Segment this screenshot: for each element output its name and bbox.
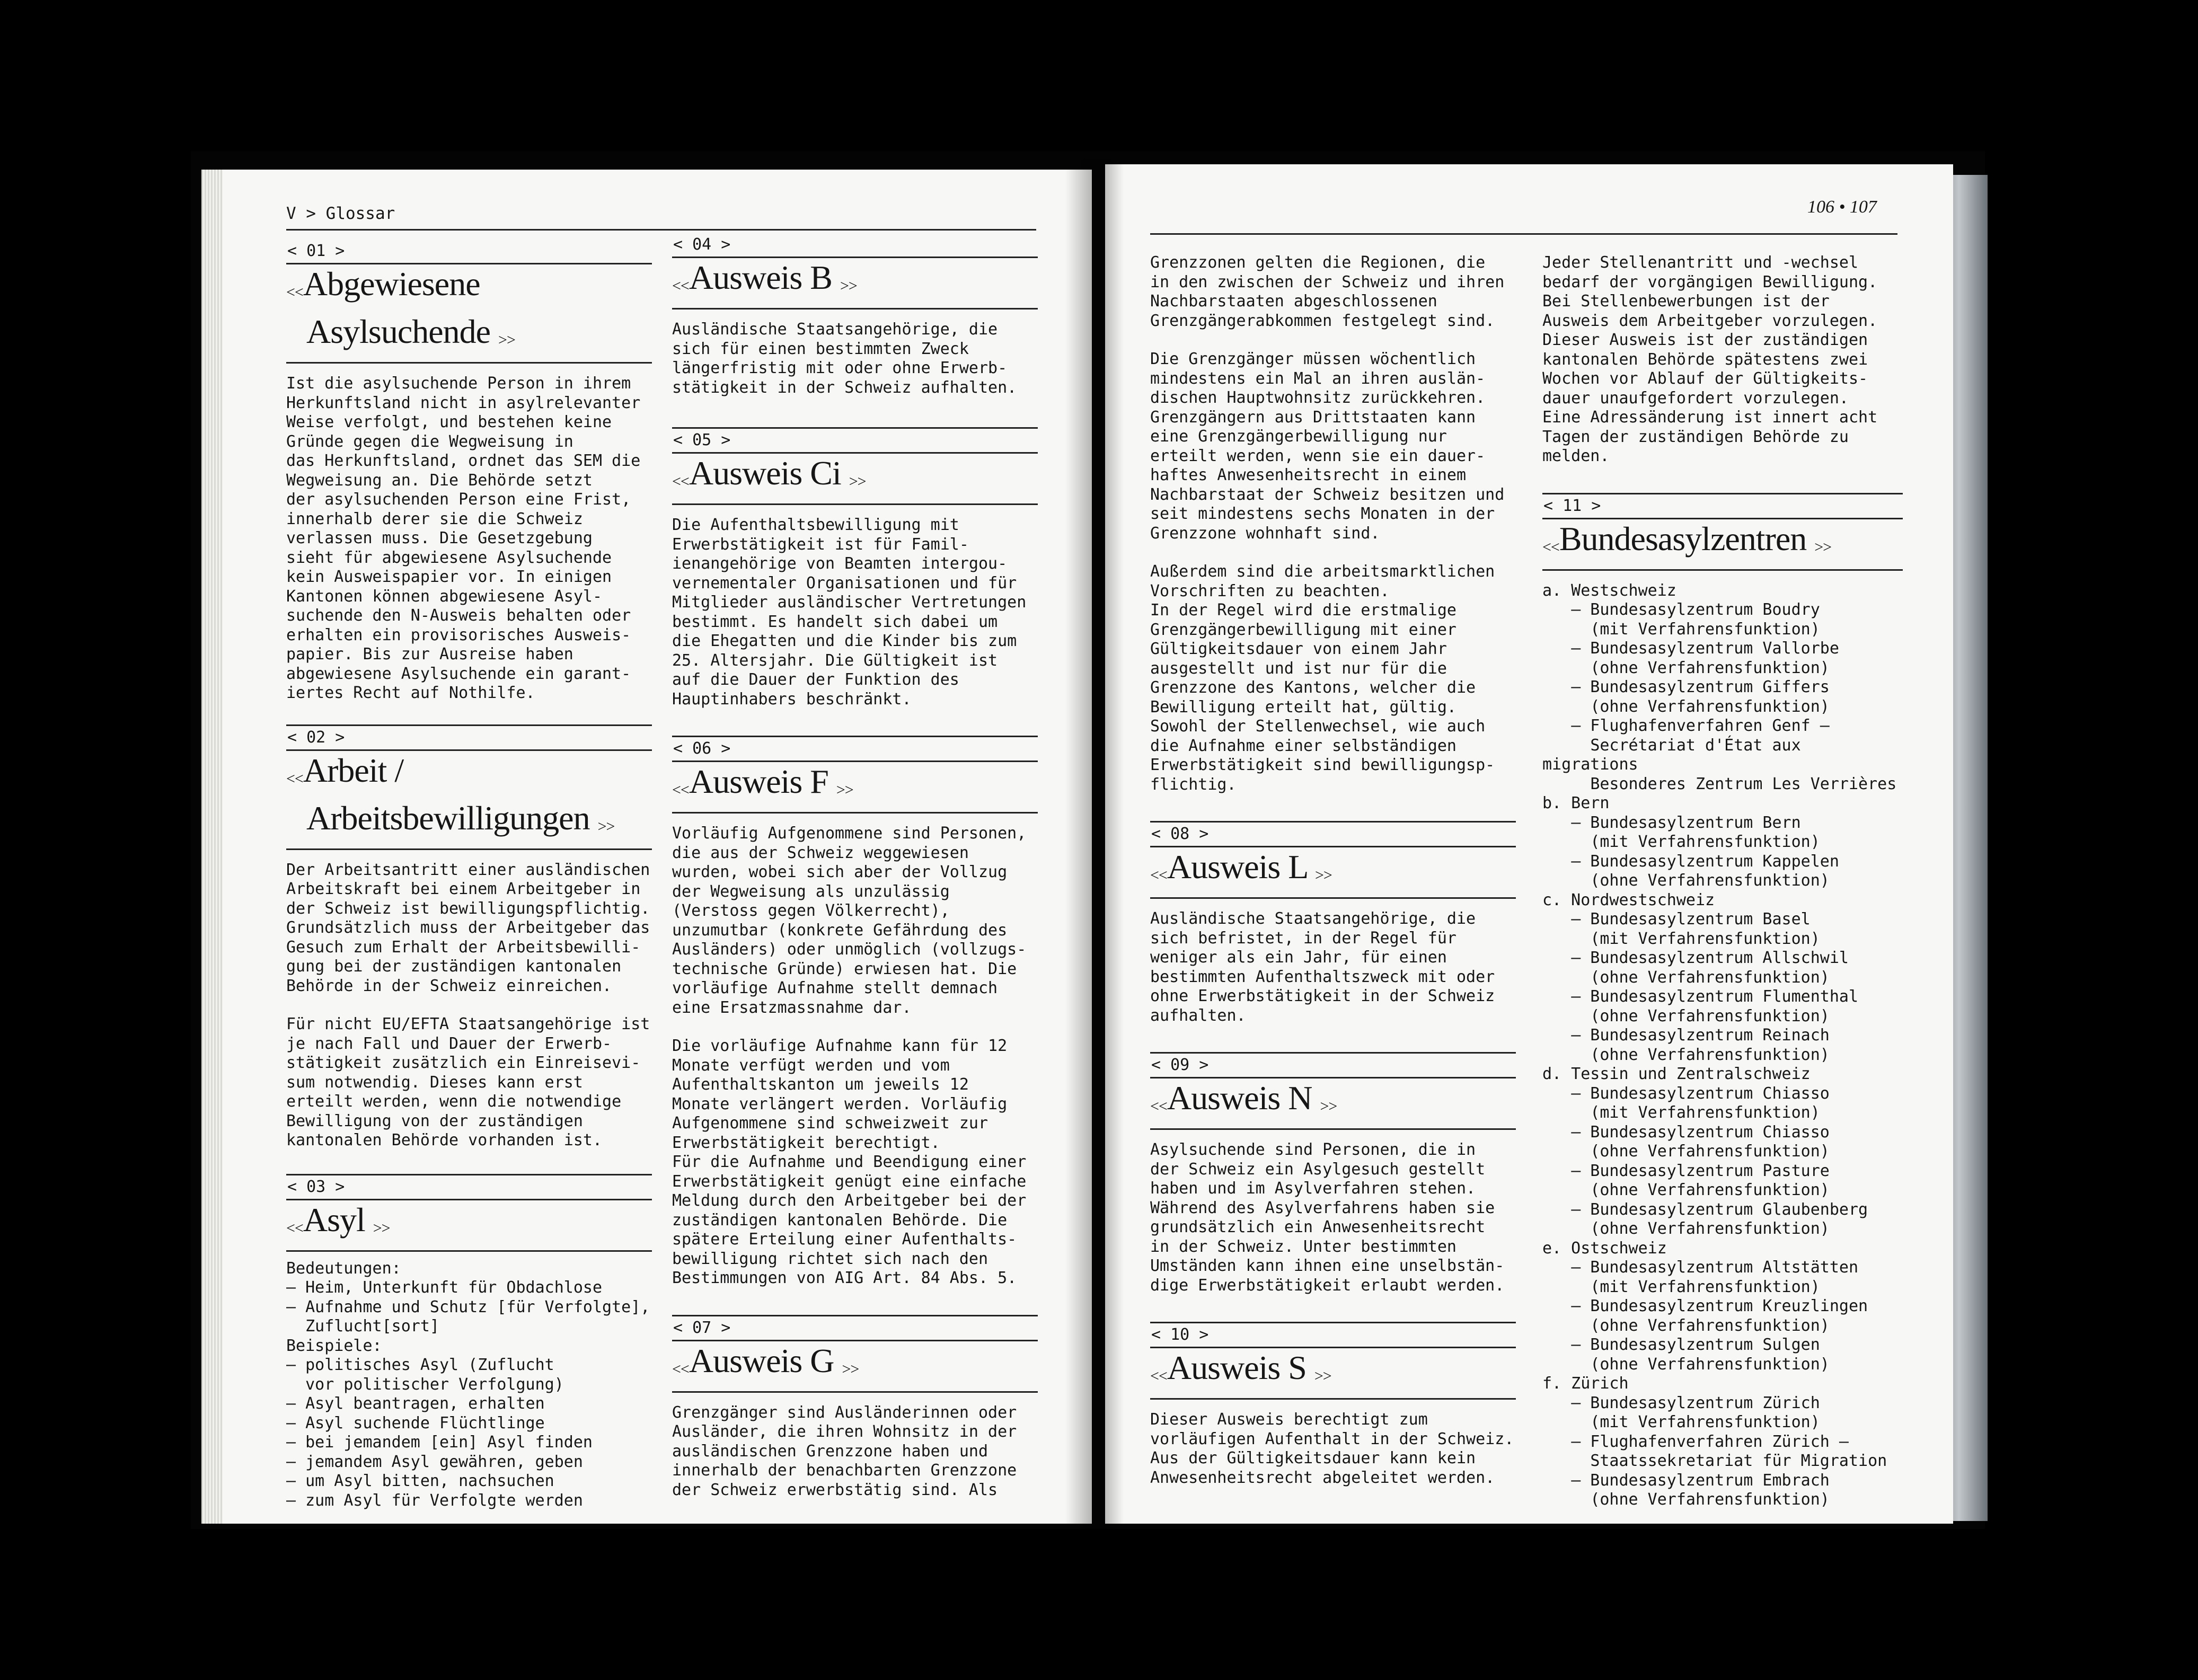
open-guillemet: << (672, 1360, 689, 1378)
open-guillemet: << (1150, 866, 1167, 884)
entry-body: Asylsuchende sind Personen, die in der Schweiz ein Asylgesuch gestellt haben und im Asylverfahren stehen. Während des Asylverfahrens haben sie grundsätzlich ein Anwesenheitsrecht in der Schweiz. Unter bestimmten Umständen kann ihnen eine unselbstän- dige Erwerbstätigkeit erlaubt werden. (1150, 1140, 1505, 1295)
entry-body: Ist die asylsuchende Person in ihrem Herkunftsland nicht in asylrelevanter Weise verfolgt, und bestehen keine Gründe gegen die Wegweisung in das Herkunftsland, ordnet das SEM die Wegweisung an. Die Behörde setzt der asylsuchenden Person eine Frist, innerhalb derer sie die Schweiz verlassen muss. Die Gesetzgebung sieht für abgewiesene Asylsuchende kein Ausweispapier vor. In einigen Kantonen können abgewiesene Asyl- suchende den N-Ausweis behalten oder erhalten ein provisorisches Ausweis- papier. Bis zur Ausreise haben abgewiesene Asylsuchende ein garant- iertes Recht auf Nothilfe. (286, 374, 641, 702)
entry-number: < 06 > (673, 739, 731, 758)
close-guillemet: >> (849, 473, 866, 490)
entry-body: Grenzgänger sind Ausländerinnen oder Ausländer, die ihren Wohnsitz in der ausländischen Grenzzone haben und innerhalb der benachbarten Grenzzone der Schweiz erwerbstätig sind. Als (672, 1403, 1017, 1499)
entry-body-continued: Für nicht EU/EFTA Staatsangehörige ist je nach Fall und Dauer der Erwerb- stätigkeit zusätzlich ein Einreisevi- sum notwendig. Dieses kann erst erteilt werden, wenn die notwendige Bewilligung von der zuständigen kantonalen Behörde vorhanden ist. (286, 1015, 650, 1150)
open-guillemet: << (1150, 1098, 1167, 1115)
continued-text: Grenzzonen gelten die Regionen, die in den zwischen der Schweiz und ihren Nachbarstaaten abgeschlossenen Grenzgängerabkommen festgelegt sind. (1150, 253, 1505, 330)
title-line: Ausweis S (1167, 1349, 1307, 1386)
entry-title (1150, 847, 1516, 895)
entry-number: < 10 > (1151, 1325, 1209, 1344)
close-guillemet: >> (1320, 1098, 1337, 1115)
entry-number: < 07 > (673, 1318, 731, 1337)
open-guillemet: << (1150, 1367, 1167, 1385)
entry-body-continued: Die vorläufige Aufnahme kann für 12 Monate verfügt werden und vom Aufenthaltskanton um jeweils 12 Monate verlängert werden. Vorläufig Aufgenommene sind schweizweit zur Erwerbstätigkeit berechtigt. Für die Aufnahme und Beendigung einer Erwerbstätigkeit genügt eine einfache Meldung durch den Arbeitgeber bei der zuständigen kantonalen Behörde. Die spätere Erteilung einer Aufenthalts- bewilligung richtet sich nach den Bestimmungen von AIG Art. 84 Abs. 5. (672, 1037, 1027, 1287)
open-guillemet: << (672, 277, 689, 295)
entry-title (672, 762, 1038, 810)
title-line: Ausweis N (1167, 1079, 1312, 1117)
entry-body: Ausländische Staatsangehörige, die sich für einen bestimmten Zweck längerfristig mit oder ohne Erwerb- stätigkeit in der Schweiz aufhalten. (672, 320, 1017, 397)
continued-text: Die Grenzgänger müssen wöchentlich mindestens ein Mal an ihren auslän- dischen Hauptwohnsitz zurückkehren. Grenzgängern aus Drittstaaten kann eine Grenzgängerbewilligung nur erteilt werden, wenn sie ein dauer- haftes Anwesenheitsrecht in einem Nachbarstaat der Schweiz besitzen und seit mindestens sechs Monaten in der Grenzzone wohnhaft sind. (1150, 350, 1505, 543)
close-guillemet: >> (498, 331, 515, 349)
title-line: Asyl (303, 1200, 365, 1239)
entry-title (672, 258, 1038, 306)
entry-title (672, 454, 1038, 501)
entry-title (1150, 1078, 1516, 1126)
entry-body: Die Aufenthaltsbewilligung mit Erwerbstätigkeit ist für Famil- ienangehörige von Beamten intergou- vernementaler Organisationen und für Mitglieder ausländischer Vertretungen bestimmt. Es handelt sich dabei um die Ehegatten und die Kinder bis zum 25. Altersjahr. Die Gültigkeit ist auf die Dauer der Funktion des Hauptinhabers beschränkt. (672, 516, 1027, 709)
running-head: V > Glossar (286, 204, 395, 223)
entry-number: < 02 > (287, 728, 345, 747)
title-line: Ausweis F (688, 763, 828, 800)
top-rule-right (1150, 233, 1897, 235)
entry-title (1150, 1348, 1516, 1396)
continued-text: Jeder Stellenantritt und -wechsel bedarf der vorgängigen Bewilligung. Bei Stellenbewerbungen ist der Ausweis dem Arbeitgeber vorzulegen. Dieser Ausweis ist der zuständigen kantonalen Behörde spätestens zwei Wochen vor Ablauf der Gültigkeits- dauer unaufgefordert vorzulegen. Eine Adressänderung ist innert acht Tagen der zuständigen Behörde zu melden. (1542, 253, 1878, 465)
page-numbers: 106 • 107 (1807, 197, 1877, 217)
entry-number: < 01 > (287, 242, 345, 260)
column-1 (286, 240, 652, 1510)
page-stack-edge (201, 170, 223, 1524)
open-guillemet: << (286, 1219, 303, 1237)
entry-body: Der Arbeitsantritt einer ausländischen Arbeitskraft bei einem Arbeitgeber in der Schweiz ist bewilligungspflichtig. Grundsätzlich muss der Arbeitgeber das Gesuch zum Erhalt der Arbeitsbewilli- gung bei der zuständigen kantonalen Behörde in der Schweiz einreichen. (286, 860, 650, 995)
entry-body: Vorläufig Aufgenommene sind Personen, die aus der Schweiz weggewiesen wurden, wobei sich aber der Vollzug der Wegweisung als unzulässig (Verstoss gegen Völkerrecht), unzumutbar (konkrete Gefährdung des Ausländers) oder unmöglich (vollzugs- technische Gründe) erwiesen hat. Die vorläufige Aufnahme stellt demnach eine Ersatzmassnahme dar. (672, 824, 1027, 1017)
open-guillemet: << (286, 770, 303, 788)
entry-body: Bedeutungen: – Heim, Unterkunft für Obdachlose – Aufnahme und Schutz [für Verfolgte], Zuflucht[sort] Beispiele: – politisches Asyl (Zuflucht vor politischer Verfolgung) – Asyl beantragen, erhalten – Asyl suchende Flüchtlinge – bei jemandem [ein] Asyl finden – jemandem Asyl gewähren, geben – um Asyl bitten, nachsuchen – zum Asyl für Verfolgte werden (286, 1259, 650, 1510)
entry-title (286, 1200, 652, 1248)
book-gutter (1065, 159, 1124, 1532)
entry-number: < 03 > (287, 1177, 345, 1196)
open-guillemet: << (1542, 538, 1559, 556)
close-guillemet: >> (840, 277, 857, 295)
close-guillemet: >> (597, 817, 615, 835)
title-line: Ausweis G (688, 1341, 834, 1380)
top-rule-left (286, 229, 1036, 231)
close-guillemet: >> (842, 1360, 859, 1378)
close-guillemet: >> (1315, 866, 1332, 884)
entry-body: Dieser Ausweis berechtigt zum vorläufigen Aufenthalt in der Schweiz. Aus der Gültigkeitsdauer kann kein Anwesenheitsrecht abgeleitet werden. (1150, 1410, 1514, 1487)
entry-title (1542, 519, 1903, 567)
close-guillemet: >> (836, 781, 853, 799)
close-guillemet: >> (373, 1219, 390, 1237)
title-line: Ausweis B (688, 259, 832, 296)
title-line: Abgewiesene (303, 265, 480, 303)
entry-number: < 09 > (1151, 1056, 1209, 1074)
title-line: Bundesasylzentren (1559, 519, 1807, 558)
open-guillemet: << (672, 473, 689, 490)
continued-text: Außerdem sind die arbeitsmarktlichen Vorschriften zu beachten. In der Regel wird die erstmalige Grenzgängerbewilligung mit einer Gültigkeitsdauer von einem Jahr ausgestellt und ist nur für die Grenzzone des Kantons, welcher die Bewilligung erteilt hat, gültig. Sowohl der Stellenwechsel, wie auch die Aufnahme einer selbständigen Erwerbstätigkeit sind bewilligungsp- flichtig. (1150, 562, 1495, 794)
title-line: Ausweis L (1167, 848, 1307, 886)
entry-number: < 05 > (673, 431, 731, 449)
column-2 (672, 233, 1038, 1500)
title-line: Ausweis Ci (688, 454, 841, 492)
close-guillemet: >> (1314, 1367, 1331, 1385)
title-line: Asylsuchende (306, 313, 491, 350)
entry-body: a. Westschweiz – Bundesasylzentrum Boudry (mit Verfahrensfunktion) – Bundesasylzentrum Vallorbe (ohne Verfahrensfunktion) – Bundesasylzentrum Giffers (ohne Verfahrensfunktion) – Flughafenverfahren Genf – Secrétariat d'État aux migrations Besonderes Zentrum Les Verrières b. Bern – Bundesasylzentrum Bern (mit Verfahrensfunktion) – Bundesasylzentrum Kappelen (ohne Verfahrensfunktion) c. Nordwestschweiz – Bundesasylzentrum Basel (mit Verfahrensfunktion) – Bundesasylzentrum Allschwil (ohne Verfahrensfunktion) – Bundesasylzentrum Flumenthal (ohne Verfahrensfunktion) – Bundesasylzentrum Reinach (ohne Verfahrensfunktion) d. Tessin und Zentralschweiz – Bundesasylzentrum Chiasso (mit Verfahrensfunktion) – Bundesasylzentrum Chiasso (ohne Verfahrensfunktion) – Bundesasylzentrum Pasture (ohne Verfahrensfunktion) – Bundesasylzentrum Glaubenberg (ohne Verfahrensfunktion) e. Ostschweiz – Bundesasylzentrum Altstätten (mit Verfahrensfunktion) – Bundesasylzentrum Kreuzlingen (ohne Verfahrensfunktion) – Bundesasylzentrum Sulgen (ohne Verfahrensfunktion) f. Zürich – Bundesasylzentrum Zürich (mit Verfahrensfunktion) – Flughafenverfahren Zürich – Staatssekretariat für Migration – Bundesasylzentrum Embrach (ohne Verfahrensfunktion) (1542, 581, 1897, 1509)
open-guillemet: << (286, 284, 303, 301)
open-guillemet: << (672, 781, 689, 799)
column-4 (1542, 253, 1903, 1510)
entry-title (286, 751, 652, 846)
title-line: Arbeit / (303, 751, 404, 789)
close-guillemet: >> (1814, 538, 1832, 556)
entry-title (286, 264, 652, 360)
entry-title (672, 1341, 1038, 1389)
entry-number: < 08 > (1151, 825, 1209, 843)
column-3 (1150, 253, 1516, 1488)
title-line: Arbeitsbewilligungen (306, 799, 590, 837)
entry-number: < 11 > (1543, 496, 1601, 515)
entry-body: Ausländische Staatsangehörige, die sich befristet, in der Regel für weniger als ein Jahr, für einen bestimmten Aufenthaltszweck mit oder ohne Erwerbstätigkeit in der Schweiz aufhalten. (1150, 909, 1495, 1025)
entry-number: < 04 > (673, 235, 731, 254)
